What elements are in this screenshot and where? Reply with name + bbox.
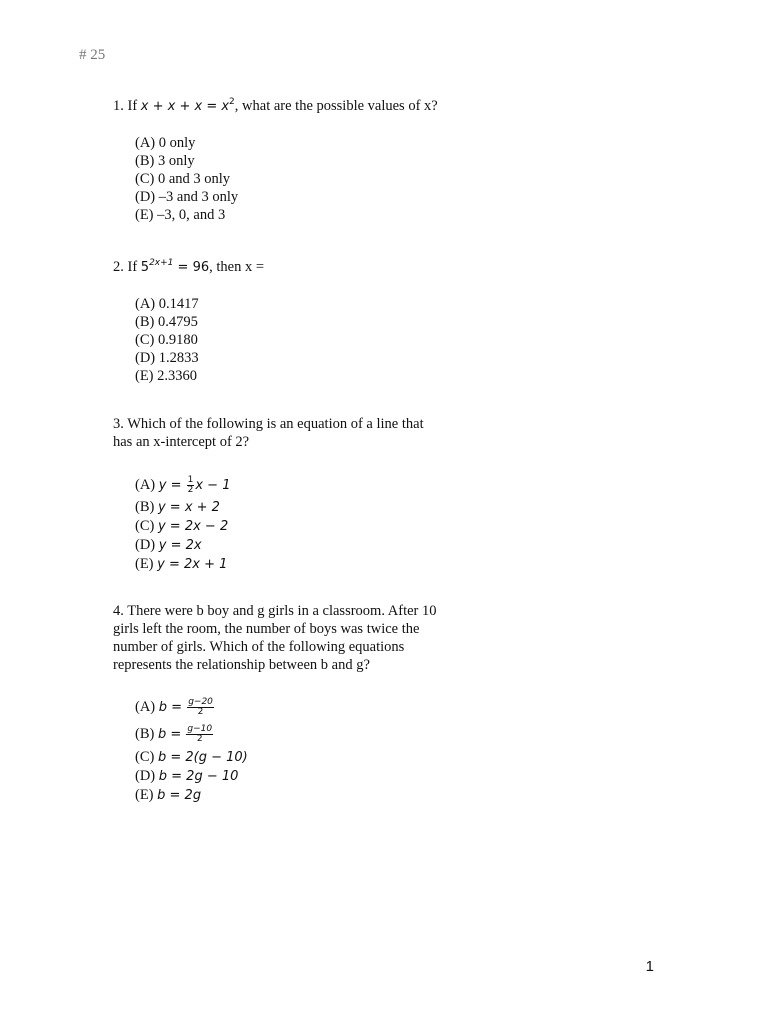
page-header: # 25 bbox=[79, 47, 106, 63]
choice-expression: y = 2x bbox=[158, 538, 202, 553]
choice-expression: y = 2x − 2 bbox=[157, 519, 229, 534]
choice-e bbox=[135, 786, 473, 805]
choice-label: (C) bbox=[135, 749, 158, 765]
question-1 bbox=[113, 93, 473, 224]
stem-exponent: 2 bbox=[229, 97, 235, 107]
stem-base: 5 bbox=[140, 260, 150, 275]
fraction bbox=[187, 476, 195, 495]
stem-line: 3. Which of the following is an equation of a line that bbox=[113, 416, 424, 432]
choice-b: (B) 3 only bbox=[135, 153, 195, 169]
choice-d bbox=[135, 536, 473, 555]
choice-expression: b = 2(g − 10) bbox=[157, 750, 248, 765]
choice-e: (E) –3, 0, and 3 bbox=[135, 207, 226, 223]
stem-suffix: , then x = bbox=[209, 259, 265, 275]
choice-d: (D) 1.2833 bbox=[135, 350, 199, 366]
choice-expression: b = bbox=[158, 700, 187, 715]
choice-expression: y = bbox=[158, 478, 186, 493]
fraction bbox=[186, 725, 213, 744]
stem-prefix: 2. If bbox=[113, 259, 141, 275]
stem-line: girls left the room, the number of boys was twice the bbox=[113, 621, 420, 637]
choice-expression: b = 2g − 10 bbox=[158, 769, 239, 784]
choice-a: (A) 0.1417 bbox=[135, 296, 199, 312]
fraction-denominator: 2 bbox=[196, 734, 203, 745]
choice-d: (D) –3 and 3 only bbox=[135, 189, 239, 205]
question-stem bbox=[113, 602, 473, 674]
choice-b bbox=[135, 498, 473, 517]
choice-label: (A) bbox=[135, 699, 159, 715]
choice-d bbox=[135, 767, 473, 786]
stem-exponent: 2x+1 bbox=[149, 258, 174, 268]
choice-expression: b = 2g bbox=[157, 788, 202, 803]
question-stem bbox=[113, 415, 473, 451]
answer-choices bbox=[135, 134, 473, 224]
choice-label: (D) bbox=[135, 537, 159, 553]
question-stem bbox=[113, 93, 473, 116]
stem-equation: x + x + x = x bbox=[140, 99, 230, 114]
choice-expression: x − 1 bbox=[195, 478, 231, 493]
choice-e: (E) 2.3360 bbox=[135, 368, 198, 384]
fraction-denominator: 2 bbox=[197, 707, 204, 718]
choice-e bbox=[135, 555, 473, 574]
answer-choices bbox=[135, 473, 473, 574]
choice-expression: y = 2x + 1 bbox=[157, 557, 228, 572]
choice-label: (E) bbox=[135, 787, 158, 803]
choice-label: (A) bbox=[135, 477, 159, 493]
question-3 bbox=[113, 415, 473, 574]
choice-a: (A) 0 only bbox=[135, 135, 196, 151]
answer-choices bbox=[135, 295, 473, 385]
question-stem bbox=[113, 254, 473, 277]
stem-line: represents the relationship between b and g? bbox=[113, 657, 370, 673]
choice-expression: y = x + 2 bbox=[157, 500, 220, 515]
answer-choices bbox=[135, 694, 473, 805]
fraction-numerator: g−20 bbox=[188, 697, 213, 708]
choice-label: (D) bbox=[135, 768, 159, 784]
question-4 bbox=[113, 602, 473, 805]
fraction-numerator: 1 bbox=[187, 475, 194, 486]
choice-b bbox=[135, 721, 473, 748]
choice-c bbox=[135, 748, 473, 767]
fraction-denominator: 2 bbox=[187, 485, 194, 496]
stem-line: number of girls. Which of the following equations bbox=[113, 639, 405, 655]
choice-c: (C) 0 and 3 only bbox=[135, 171, 231, 187]
stem-line: 4. There were b boy and g girls in a classroom. After 10 bbox=[113, 603, 437, 619]
choice-label: (B) bbox=[135, 726, 158, 742]
stem-line: has an x-intercept of 2? bbox=[113, 434, 250, 450]
fraction bbox=[187, 698, 214, 717]
stem-equation: = 96 bbox=[173, 260, 210, 275]
choice-c bbox=[135, 517, 473, 536]
choice-label: (B) bbox=[135, 499, 158, 515]
choice-a bbox=[135, 473, 473, 498]
stem-prefix: 1. If bbox=[113, 98, 141, 114]
page-number: 1 bbox=[645, 958, 654, 975]
choice-a bbox=[135, 694, 473, 721]
question-2 bbox=[113, 254, 473, 385]
choice-label: (E) bbox=[135, 556, 158, 572]
choice-label: (C) bbox=[135, 518, 158, 534]
fraction-numerator: g−10 bbox=[187, 724, 213, 735]
choice-c: (C) 0.9180 bbox=[135, 332, 198, 348]
choice-expression: b = bbox=[157, 727, 186, 742]
stem-suffix: , what are the possible values of x? bbox=[234, 98, 438, 114]
choice-b: (B) 0.4795 bbox=[135, 314, 198, 330]
